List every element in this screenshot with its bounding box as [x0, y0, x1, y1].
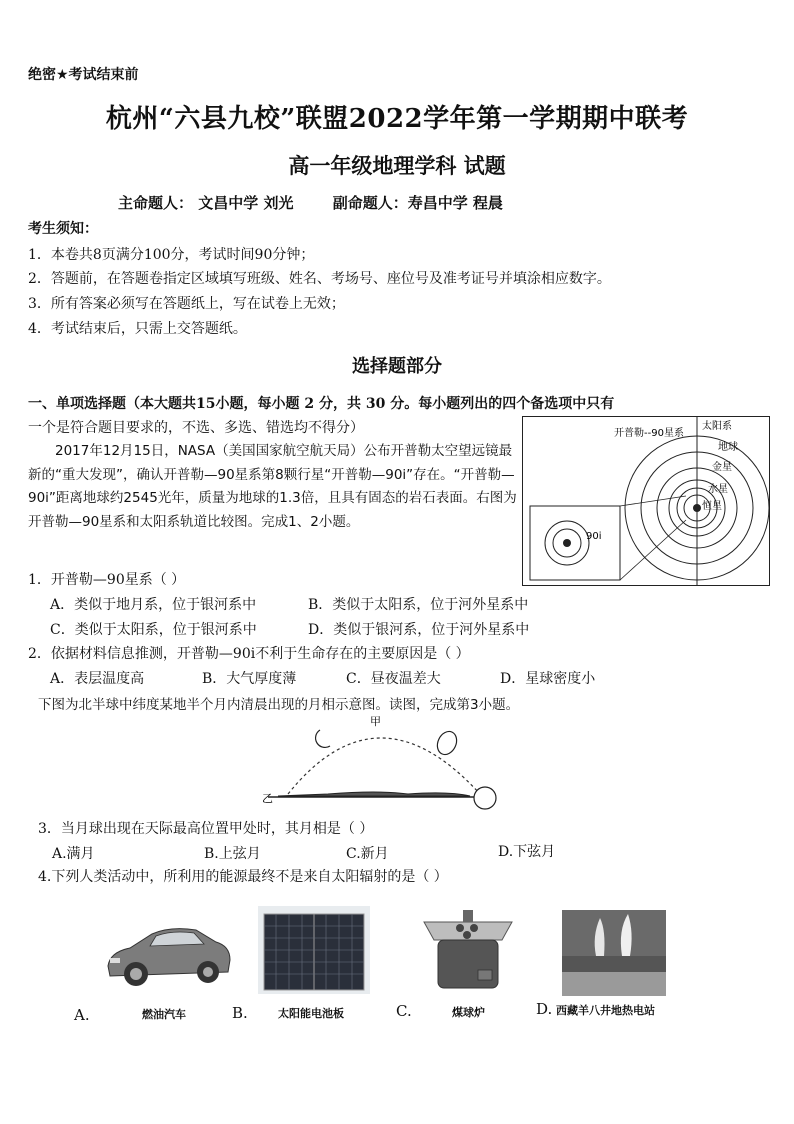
coal-stove-image — [420, 908, 516, 996]
q3-stem: 3．当月球出现在天际最高位置甲处时，其月相是（ ） — [38, 821, 374, 837]
orbit-comparison-figure — [522, 416, 770, 586]
solar-panel-image — [258, 906, 370, 994]
deputy-author: 副命题人：寿昌中学 程晨 — [332, 194, 503, 212]
section-instructions — [28, 393, 614, 413]
ground — [562, 972, 666, 996]
note-item: 3．所有答案必须写在答题纸上，写在试卷上无效； — [28, 296, 345, 312]
q4-option-b-caption: 太阳能电池板 — [278, 1007, 344, 1020]
label-yi: 乙 — [262, 792, 273, 805]
confidential-mark: 绝密★考试结束前 — [28, 67, 139, 83]
q1-option-c: C．类似于太阳系，位于银河系中 — [50, 622, 257, 638]
inset-frame — [530, 506, 620, 580]
q3-option-d: D.下弦月 — [498, 844, 556, 860]
q3-option-b: B.上弦月 — [204, 846, 261, 862]
q2-option-c: C．昼夜温差大 — [346, 671, 441, 687]
moon-crescent — [316, 730, 330, 747]
q4-option-d-letter: D. — [536, 1000, 553, 1018]
q2-option-b: B．大气厚度薄 — [202, 671, 297, 687]
q4-option-a-letter: A. — [74, 1006, 90, 1024]
kepler-label: 开普勒--90星系 — [614, 428, 684, 439]
q4-stem: 4.下列人类活动中，所利用的能源最终不是来自太阳辐射的是（ ） — [38, 869, 448, 885]
star-label: 恒星 — [702, 501, 722, 512]
moon-gibbous — [434, 728, 460, 757]
q3-option-c: C.新月 — [346, 846, 389, 862]
horizon-ground — [278, 792, 470, 796]
geothermal-plant-image — [562, 910, 666, 996]
q4-option-d-caption: 西藏羊八井地热电站 — [556, 1004, 655, 1017]
earth-label: 地球 — [718, 442, 738, 453]
note-item: 2．答题前，在答题卷指定区域填写班级、姓名、考场号、座位号及准考证号并填涂相应数字。 — [28, 271, 611, 287]
q4-option-a-caption: 燃油汽车 — [142, 1008, 186, 1021]
q2-option-d: D．星球密度小 — [500, 671, 596, 687]
q3-option-a: A.满月 — [52, 846, 95, 862]
passage-kepler: 2017年12月15日，NASA（美国国家航空航天局）公布开普勒太空望远镜最新的“重大发现”，确认开普勒—90星系第8颗行星“开普勒—90i”存在。“开普勒—90i”距离地球约2545光年，质量为地球的1.3倍，且具有固态的岩石表面。右图为开普勒—90星系和太阳系轨道比较图。完成1、2小题。 — [28, 443, 517, 530]
inset-star — [563, 539, 571, 547]
q4-option-c-caption: 煤球炉 — [452, 1006, 485, 1019]
moon-intro: 下图为北半球中纬度某地半个月内清晨出现的月相示意图。读图，完成第3小题。 — [38, 697, 520, 713]
moon-phase-figure — [258, 712, 508, 812]
section-instr-line2: 一个是符合题目要求的，不选、多选、错选均不得分） — [28, 420, 364, 436]
notes-heading: 考生须知： — [28, 221, 98, 237]
q1-stem: 1．开普勒—90星系（ ） — [28, 572, 186, 588]
q2-option-a: A．表层温度高 — [50, 671, 145, 687]
q1-option-b: B．类似于太阳系，位于河外星系中 — [308, 597, 529, 613]
exam-title: 杭州“六县九校”联盟2022学年第一学期期中联考 — [105, 104, 689, 134]
venus-label: 金星 — [712, 462, 732, 473]
chief-author: 主命题人： 文昌中学 刘光 — [118, 194, 294, 212]
q2-stem: 2．依据材料信息推测，开普勒—90i不利于生命存在的主要原因是（ ） — [28, 646, 470, 662]
q4-option-b-letter: B. — [232, 1004, 248, 1022]
q1-option-d: D．类似于银河系，位于河外星系中 — [308, 622, 530, 638]
section-instr-line1: 一、单项选择题（本大题共15小题，每小题 2 分，共 30 分。每小题列出的四个备选项中只有 — [28, 396, 615, 412]
planet-90i-label: 90i — [586, 531, 602, 542]
solar-label: 太阳系 — [702, 421, 732, 432]
mercury-label: 水星 — [708, 484, 728, 495]
authors-line — [118, 192, 537, 213]
q1-option-a: A．类似于地月系，位于银河系中 — [50, 597, 257, 613]
exam-subtitle: 高一年级地理学科 试题 — [288, 153, 506, 178]
stove-body — [438, 940, 498, 988]
note-item: 4．考试结束后，只需上交答题纸。 — [28, 321, 247, 337]
label-jia: 甲 — [370, 715, 381, 728]
q4-option-c-letter: C. — [396, 1002, 412, 1020]
central-star — [693, 504, 701, 512]
car-image — [100, 908, 235, 996]
moon-full — [474, 787, 496, 809]
section-title: 选择题部分 — [352, 356, 442, 377]
note-item: 1．本卷共8页满分100分，考试时间90分钟； — [28, 247, 315, 263]
